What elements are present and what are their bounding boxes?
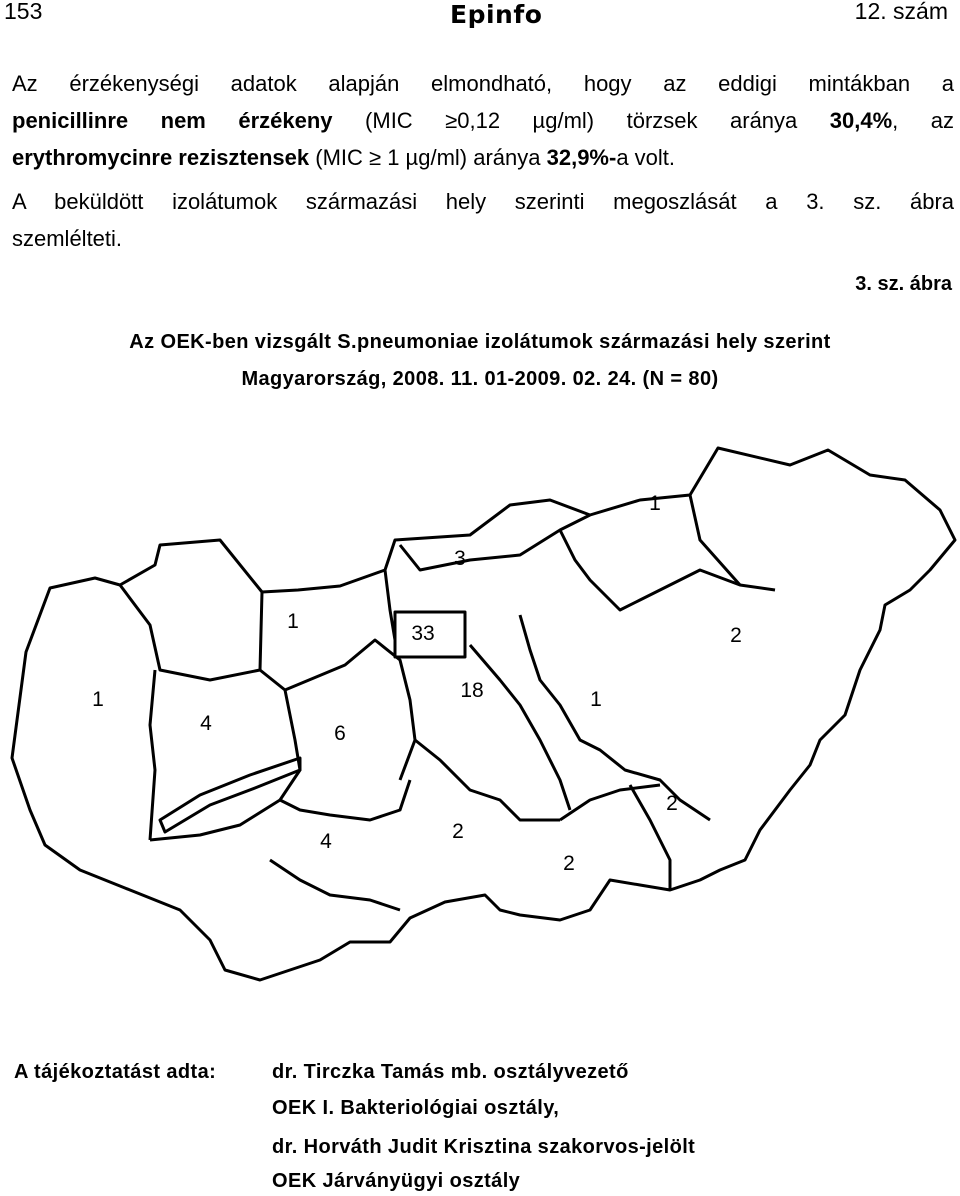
count-bacs: 2 <box>452 820 464 843</box>
bold-value: 32,9%- <box>546 145 617 170</box>
bold-value: 30,4% <box>829 108 893 133</box>
count-tolna: 4 <box>320 830 332 853</box>
figure-title-line1: Az OEK-ben vizsgált S.pneumoniae izolátumok származási hely szerint <box>129 331 831 353</box>
count-budapest: 33 <box>411 622 435 645</box>
country-outline <box>12 448 955 980</box>
text-run: , az <box>892 108 955 133</box>
text-run: (MIC ≥ 1 µg/ml) aránya <box>309 145 547 170</box>
count-pest: 18 <box>460 679 484 702</box>
footer-person-1: dr. Tirczka Tamás mb. osztályvezető <box>272 1061 629 1083</box>
bold-phrase: erythromycinre rezisztensek <box>12 145 310 170</box>
paragraph-line <box>12 102 954 139</box>
count-szabolcs: 1 <box>649 492 661 515</box>
border-bekes <box>630 785 670 890</box>
count-bekes: 2 <box>666 792 678 815</box>
border-tolna <box>280 780 410 820</box>
paragraph-line: A beküldött izolátumok származási hely szerinti megoszlását a 3. sz. ábra <box>12 189 954 214</box>
bold-phrase: penicillinre nem érzékeny <box>12 108 333 133</box>
count-jasz: 1 <box>590 688 602 711</box>
issue-number: 12. szám <box>854 0 948 24</box>
footer-label: A tájékoztatást adta: <box>14 1061 217 1083</box>
figure-label: 3. sz. ábra <box>855 273 952 295</box>
count-hajdu: 2 <box>730 624 742 647</box>
footer-dept-1: OEK I. Bakteriológiai osztály, <box>272 1097 560 1119</box>
border-bacs <box>415 740 560 820</box>
figure-title-line2: Magyarország, 2008. 11. 01-2009. 02. 24. (N = 80) <box>241 368 719 390</box>
count-veszprem: 4 <box>200 712 212 735</box>
journal-logo: Epinfo <box>450 0 543 29</box>
border-borsod <box>560 530 775 610</box>
border-baranya <box>270 860 400 910</box>
border-fejer <box>285 640 415 780</box>
page-number: 153 <box>4 0 43 24</box>
lake-balaton <box>160 758 300 832</box>
paragraph-distribution <box>12 183 954 257</box>
footer-person-2: dr. Horváth Judit Krisztina szakorvos-jelölt <box>272 1136 696 1158</box>
border-vas <box>150 670 155 840</box>
count-heves: 3 <box>454 547 466 570</box>
text-run: a volt. <box>616 145 676 170</box>
border-pest-s <box>470 645 570 810</box>
border-heves <box>400 515 590 570</box>
paragraph-line: Az érzékenységi adatok alapján elmondható, hogy az eddigi mintákban a <box>12 71 954 96</box>
count-vas: 1 <box>92 688 104 711</box>
paragraph-line <box>12 139 954 176</box>
border-jasz <box>520 615 710 820</box>
text-run: (MIC ≥0,12 µg/ml) törzsek aránya <box>332 108 830 133</box>
border-somogy <box>150 800 280 840</box>
count-csongrad: 2 <box>563 852 575 875</box>
paragraph-line: szemlélteti. <box>12 226 123 251</box>
border-csongrad <box>560 785 660 820</box>
count-fejer: 6 <box>334 722 346 745</box>
border-gyor <box>120 585 260 680</box>
paragraph-sensitivity <box>12 65 954 176</box>
hungary-county-map <box>0 440 960 1020</box>
count-gyor: 1 <box>287 610 299 633</box>
footer-dept-2: OEK Járványügyi osztály <box>272 1170 521 1192</box>
